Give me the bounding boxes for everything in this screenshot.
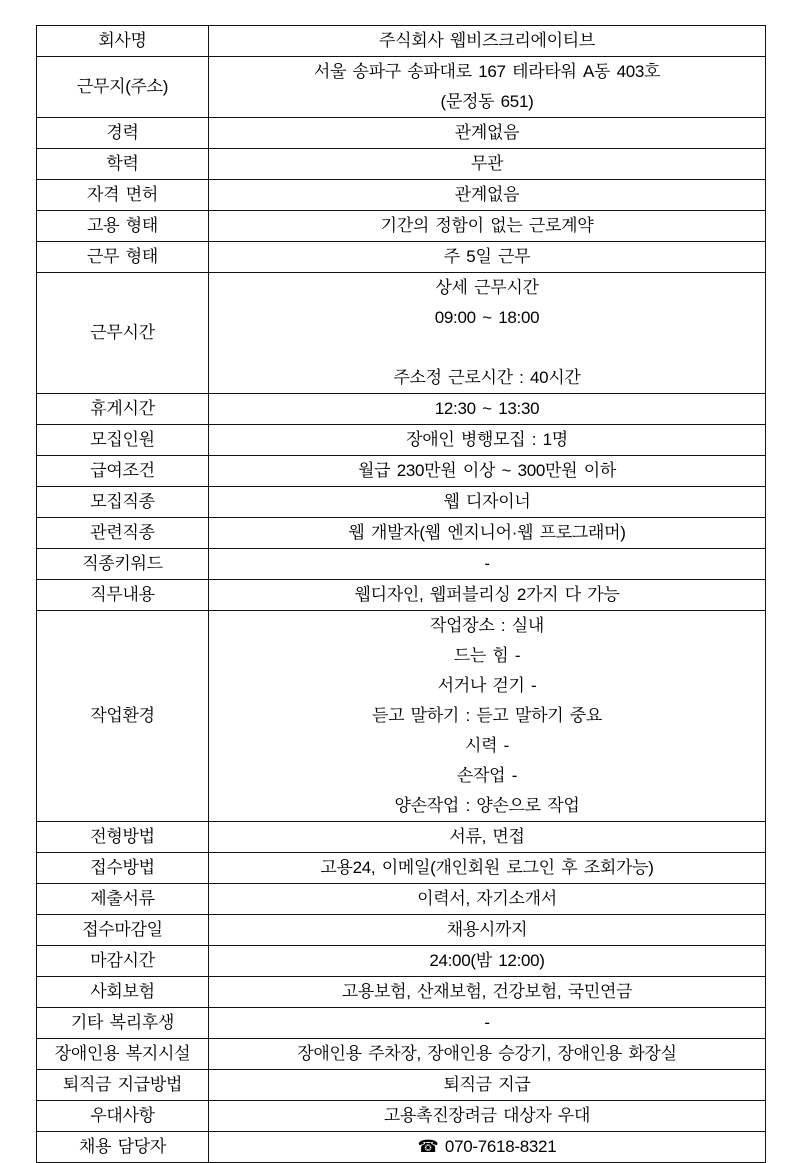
value-line: 무관 — [470, 154, 504, 173]
row-label: 접수방법 — [37, 853, 209, 884]
table-row — [37, 1101, 766, 1132]
table-row — [37, 487, 766, 518]
row-value — [209, 884, 766, 915]
value-line: 고용보험, 산재보험, 건강보험, 국민연금 — [341, 982, 633, 1001]
table-row — [37, 57, 766, 118]
value-line: 기간의 정함이 없는 근로계약 — [380, 216, 594, 235]
value-line: ☎ 070-7618-8321 — [417, 1137, 557, 1156]
row-value — [209, 946, 766, 977]
value-line: 12:30 ~ 13:30 — [434, 399, 540, 418]
job-posting-table-body — [37, 26, 766, 1163]
row-label: 고용 형태 — [37, 211, 209, 242]
table-row — [37, 518, 766, 549]
table-row — [37, 611, 766, 822]
row-label: 경력 — [37, 118, 209, 149]
value-line: 관계없음 — [454, 185, 520, 204]
value-line: 이력서, 자기소개서 — [417, 889, 557, 908]
row-value — [209, 57, 766, 118]
job-posting-table — [36, 25, 766, 1163]
row-value — [209, 853, 766, 884]
table-row — [37, 425, 766, 456]
value-line: 퇴직금 지급 — [443, 1075, 531, 1094]
row-label: 채용 담당자 — [37, 1132, 209, 1163]
table-row — [37, 853, 766, 884]
row-label: 퇴직금 지급방법 — [37, 1070, 209, 1101]
row-label: 사회보험 — [37, 977, 209, 1008]
value-line: 손작업 - — [456, 766, 518, 785]
value-line: 웹디자인, 웹퍼블리싱 2가지 다 가능 — [354, 585, 620, 604]
row-value — [209, 211, 766, 242]
row-value — [209, 1039, 766, 1070]
table-row — [37, 242, 766, 273]
row-label: 모집직종 — [37, 487, 209, 518]
table-row — [37, 549, 766, 580]
row-value — [209, 1070, 766, 1101]
row-value — [209, 273, 766, 394]
row-value — [209, 611, 766, 822]
row-label: 작업환경 — [37, 611, 209, 822]
table-row — [37, 273, 766, 394]
row-value — [209, 118, 766, 149]
row-value — [209, 487, 766, 518]
value-line: 주식회사 웹비즈크리에이티브 — [378, 31, 595, 50]
table-row — [37, 180, 766, 211]
value-line: 웹 디자이너 — [443, 492, 531, 511]
row-value — [209, 26, 766, 57]
row-value — [209, 1008, 766, 1039]
table-row — [37, 456, 766, 487]
row-label: 전형방법 — [37, 822, 209, 853]
value-line: 고용촉진장려금 대상자 우대 — [383, 1106, 591, 1125]
row-label: 휴게시간 — [37, 394, 209, 425]
row-label: 기타 복리후생 — [37, 1008, 209, 1039]
row-label: 회사명 — [37, 26, 209, 57]
value-line: (문정동 651) — [440, 92, 534, 111]
row-value — [209, 518, 766, 549]
row-value — [209, 180, 766, 211]
table-row — [37, 1132, 766, 1163]
row-label: 모집인원 — [37, 425, 209, 456]
value-line: 드는 힘 - — [453, 646, 521, 665]
row-label: 근무 형태 — [37, 242, 209, 273]
table-row — [37, 915, 766, 946]
value-line: 서거나 걷기 - — [437, 676, 537, 695]
row-value — [209, 549, 766, 580]
table-row — [37, 1070, 766, 1101]
row-label: 근무시간 — [37, 273, 209, 394]
row-value — [209, 915, 766, 946]
row-label: 장애인용 복지시설 — [37, 1039, 209, 1070]
table-row — [37, 394, 766, 425]
row-value — [209, 394, 766, 425]
table-row — [37, 884, 766, 915]
value-line: 서류, 면접 — [449, 827, 525, 846]
value-line: 듣고 말하기 : 듣고 말하기 중요 — [371, 706, 602, 725]
value-line: 주소정 근로시간 : 40시간 — [393, 368, 581, 387]
row-value — [209, 977, 766, 1008]
table-row — [37, 149, 766, 180]
table-row — [37, 822, 766, 853]
row-label: 접수마감일 — [37, 915, 209, 946]
row-label: 급여조건 — [37, 456, 209, 487]
row-value — [209, 456, 766, 487]
value-line: 웹 개발자(웹 엔지니어·웹 프로그래머) — [348, 523, 626, 542]
value-line: 월급 230만원 이상 ~ 300만원 이하 — [358, 461, 616, 480]
row-label: 직무내용 — [37, 580, 209, 611]
value-line: 24:00(밤 12:00) — [429, 951, 545, 970]
row-label: 우대사항 — [37, 1101, 209, 1132]
row-value — [209, 149, 766, 180]
value-line: 장애인용 주차장, 장애인용 승강기, 장애인용 화장실 — [297, 1044, 677, 1063]
row-value — [209, 1132, 766, 1163]
row-label: 근무지(주소) — [37, 57, 209, 118]
row-label: 관련직종 — [37, 518, 209, 549]
value-line: - — [484, 1013, 490, 1032]
row-value — [209, 242, 766, 273]
row-value — [209, 1101, 766, 1132]
value-line: 장애인 병행모집 : 1명 — [406, 430, 568, 449]
table-row — [37, 1039, 766, 1070]
value-line: 서울 송파구 송파대로 167 테라타워 A동 403호 — [313, 62, 661, 81]
row-value — [209, 822, 766, 853]
table-row — [37, 977, 766, 1008]
table-row — [37, 118, 766, 149]
row-label: 학력 — [37, 149, 209, 180]
value-line: 상세 근무시간 — [435, 278, 539, 297]
row-value — [209, 580, 766, 611]
value-line: 고용24, 이메일(개인회원 로그인 후 조회가능) — [320, 858, 654, 877]
table-row — [37, 26, 766, 57]
row-label: 마감시간 — [37, 946, 209, 977]
value-line: - — [484, 554, 490, 573]
row-label: 제출서류 — [37, 884, 209, 915]
value-line: 채용시까지 — [446, 920, 528, 939]
value-line — [209, 333, 765, 363]
value-line: 시력 - — [464, 736, 510, 755]
row-label: 자격 면허 — [37, 180, 209, 211]
table-row — [37, 580, 766, 611]
value-line: 작업장소 : 실내 — [429, 616, 544, 635]
value-line: 양손작업 : 양손으로 작업 — [394, 796, 580, 815]
table-row — [37, 211, 766, 242]
row-label: 직종키워드 — [37, 549, 209, 580]
value-line: 관계없음 — [454, 123, 520, 142]
table-row — [37, 946, 766, 977]
table-row — [37, 1008, 766, 1039]
row-value — [209, 425, 766, 456]
value-line: 주 5일 근무 — [443, 247, 531, 266]
value-line: 09:00 ~ 18:00 — [434, 308, 540, 327]
